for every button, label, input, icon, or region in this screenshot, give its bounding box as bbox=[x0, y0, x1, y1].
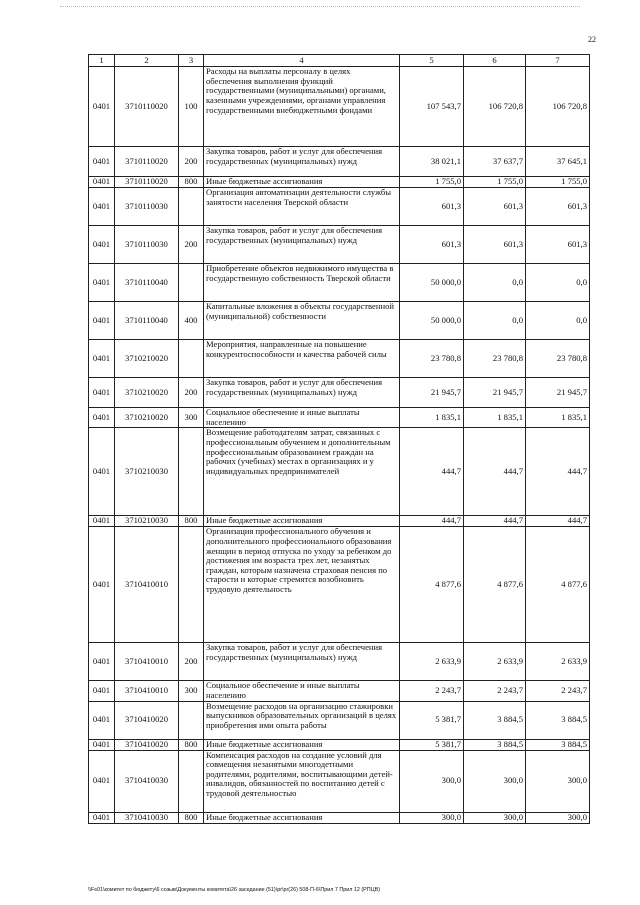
description-cell: Капитальные вложения в объекты государственной (муниципальной) собственности bbox=[204, 302, 400, 340]
expense-type-cell bbox=[179, 750, 204, 812]
table-row bbox=[89, 408, 590, 428]
page-number: 22 bbox=[588, 35, 596, 44]
amount-year3-cell: 3 884,5 bbox=[526, 739, 590, 750]
amount-year2-cell: 300,0 bbox=[464, 750, 526, 812]
description-cell: Социальное обеспечение и иные выплаты населению bbox=[204, 408, 400, 428]
amount-year1-cell: 1 835,1 bbox=[400, 408, 464, 428]
section-code-cell: 0401 bbox=[89, 340, 115, 378]
section-code-cell: 0401 bbox=[89, 428, 115, 516]
section-code-cell: 0401 bbox=[89, 177, 115, 188]
budget-table bbox=[88, 54, 590, 824]
section-code-cell: 0401 bbox=[89, 264, 115, 302]
table-row bbox=[89, 812, 590, 823]
scan-top-border bbox=[60, 6, 580, 7]
description-cell: Иные бюджетные ассигнования bbox=[204, 177, 400, 188]
amount-year3-cell: 0,0 bbox=[526, 302, 590, 340]
amount-year3-cell: 4 877,6 bbox=[526, 527, 590, 643]
description-cell: Организация профессионального обучения и дополнительного профессионального образования женщин в период отпуска по уходу за ребенком до достижения им возраста трех лет, незанятых граждан, которым назначена страховая пенсия по старости и которые стремятся возобновить трудовую деятельность bbox=[204, 527, 400, 643]
amount-year3-cell: 23 780,8 bbox=[526, 340, 590, 378]
amount-year3-cell: 2 243,7 bbox=[526, 681, 590, 701]
amount-year1-cell: 21 945,7 bbox=[400, 378, 464, 408]
amount-year1-cell: 601,3 bbox=[400, 188, 464, 226]
amount-year3-cell: 106 720,8 bbox=[526, 67, 590, 147]
table-row bbox=[89, 302, 590, 340]
table-row bbox=[89, 643, 590, 681]
target-code-cell: 3710110020 bbox=[115, 67, 179, 147]
amount-year3-cell: 300,0 bbox=[526, 812, 590, 823]
amount-year3-cell: 1 835,1 bbox=[526, 408, 590, 428]
description-cell: Иные бюджетные ассигнования bbox=[204, 812, 400, 823]
amount-year2-cell: 3 884,5 bbox=[464, 701, 526, 739]
section-code-cell: 0401 bbox=[89, 750, 115, 812]
header-cell: 2 bbox=[115, 55, 179, 67]
table-body bbox=[89, 67, 590, 824]
description-cell: Организация автоматизации деятельности службы занятости населения Тверской области bbox=[204, 188, 400, 226]
amount-year2-cell: 444,7 bbox=[464, 516, 526, 527]
amount-year2-cell: 444,7 bbox=[464, 428, 526, 516]
amount-year1-cell: 5 381,7 bbox=[400, 739, 464, 750]
expense-type-cell bbox=[179, 527, 204, 643]
amount-year3-cell: 0,0 bbox=[526, 264, 590, 302]
header-row bbox=[89, 55, 590, 67]
amount-year2-cell: 601,3 bbox=[464, 226, 526, 264]
amount-year3-cell: 444,7 bbox=[526, 428, 590, 516]
header-cell: 5 bbox=[400, 55, 464, 67]
amount-year1-cell: 444,7 bbox=[400, 516, 464, 527]
target-code-cell: 3710410010 bbox=[115, 527, 179, 643]
amount-year2-cell: 106 720,8 bbox=[464, 67, 526, 147]
amount-year2-cell: 1 835,1 bbox=[464, 408, 526, 428]
expense-type-cell: 200 bbox=[179, 147, 204, 177]
section-code-cell: 0401 bbox=[89, 378, 115, 408]
table-row bbox=[89, 750, 590, 812]
section-code-cell: 0401 bbox=[89, 643, 115, 681]
section-code-cell: 0401 bbox=[89, 147, 115, 177]
section-code-cell: 0401 bbox=[89, 739, 115, 750]
amount-year2-cell: 300,0 bbox=[464, 812, 526, 823]
expense-type-cell: 300 bbox=[179, 408, 204, 428]
header-cell: 6 bbox=[464, 55, 526, 67]
target-code-cell: 3710210020 bbox=[115, 378, 179, 408]
target-code-cell: 3710210030 bbox=[115, 516, 179, 527]
description-cell: Компенсация расходов на создание условий для совмещения незанятыми многодетными родителями, родителями, воспитывающими детей-инвалидов, обязанностей по воспитанию детей с трудовой деятельностью bbox=[204, 750, 400, 812]
section-code-cell: 0401 bbox=[89, 527, 115, 643]
expense-type-cell bbox=[179, 264, 204, 302]
amount-year2-cell: 0,0 bbox=[464, 264, 526, 302]
section-code-cell: 0401 bbox=[89, 408, 115, 428]
description-cell: Иные бюджетные ассигнования bbox=[204, 516, 400, 527]
expense-type-cell: 200 bbox=[179, 643, 204, 681]
target-code-cell: 3710410020 bbox=[115, 739, 179, 750]
table-row bbox=[89, 739, 590, 750]
table-row bbox=[89, 177, 590, 188]
section-code-cell: 0401 bbox=[89, 681, 115, 701]
target-code-cell: 3710110030 bbox=[115, 188, 179, 226]
table-row bbox=[89, 67, 590, 147]
amount-year1-cell: 1 755,0 bbox=[400, 177, 464, 188]
target-code-cell: 3710410030 bbox=[115, 812, 179, 823]
description-cell: Возмещение работодателям затрат, связанных с профессиональным обучением и дополнительным профессиональным образованием граждан на рабочих (учебных) местах в организациях и у индивидуальных предпринимателей bbox=[204, 428, 400, 516]
amount-year2-cell: 21 945,7 bbox=[464, 378, 526, 408]
amount-year1-cell: 107 543,7 bbox=[400, 67, 464, 147]
target-code-cell: 3710110030 bbox=[115, 226, 179, 264]
description-cell: Расходы на выплаты персоналу в целях обеспечения выполнения функций государственными (муниципальными) органами, казенными учреждениями, органами управления государственными внебюджетными фондами bbox=[204, 67, 400, 147]
amount-year3-cell: 300,0 bbox=[526, 750, 590, 812]
amount-year1-cell: 38 021,1 bbox=[400, 147, 464, 177]
description-cell: Закупка товаров, работ и услуг для обеспечения государственных (муниципальных) нужд bbox=[204, 378, 400, 408]
section-code-cell: 0401 bbox=[89, 516, 115, 527]
amount-year1-cell: 2 633,9 bbox=[400, 643, 464, 681]
amount-year3-cell: 2 633,9 bbox=[526, 643, 590, 681]
table-row bbox=[89, 516, 590, 527]
amount-year1-cell: 5 381,7 bbox=[400, 701, 464, 739]
expense-type-cell: 800 bbox=[179, 516, 204, 527]
table-row bbox=[89, 378, 590, 408]
amount-year2-cell: 3 884,5 bbox=[464, 739, 526, 750]
expense-type-cell: 100 bbox=[179, 67, 204, 147]
target-code-cell: 3710410010 bbox=[115, 681, 179, 701]
target-code-cell: 3710410010 bbox=[115, 643, 179, 681]
amount-year3-cell: 37 645,1 bbox=[526, 147, 590, 177]
description-cell: Закупка товаров, работ и услуг для обеспечения государственных (муниципальных) нужд bbox=[204, 147, 400, 177]
table-row bbox=[89, 428, 590, 516]
section-code-cell: 0401 bbox=[89, 226, 115, 264]
amount-year2-cell: 4 877,6 bbox=[464, 527, 526, 643]
expense-type-cell: 400 bbox=[179, 302, 204, 340]
amount-year1-cell: 50 000,0 bbox=[400, 302, 464, 340]
description-cell: Иные бюджетные ассигнования bbox=[204, 739, 400, 750]
amount-year2-cell: 37 637,7 bbox=[464, 147, 526, 177]
table-row bbox=[89, 264, 590, 302]
amount-year1-cell: 601,3 bbox=[400, 226, 464, 264]
expense-type-cell: 800 bbox=[179, 812, 204, 823]
expense-type-cell: 300 bbox=[179, 681, 204, 701]
expense-type-cell bbox=[179, 428, 204, 516]
expense-type-cell: 800 bbox=[179, 739, 204, 750]
description-cell: Приобретение объектов недвижимого имущества в государственную собственность Тверской области bbox=[204, 264, 400, 302]
amount-year1-cell: 23 780,8 bbox=[400, 340, 464, 378]
target-code-cell: 3710410030 bbox=[115, 750, 179, 812]
expense-type-cell: 200 bbox=[179, 378, 204, 408]
table-row bbox=[89, 147, 590, 177]
target-code-cell: 3710210020 bbox=[115, 340, 179, 378]
target-code-cell: 3710110020 bbox=[115, 147, 179, 177]
section-code-cell: 0401 bbox=[89, 67, 115, 147]
target-code-cell: 3710410020 bbox=[115, 701, 179, 739]
description-cell: Мероприятия, направленные на повышение конкурентоспособности и качества рабочей силы bbox=[204, 340, 400, 378]
table-row bbox=[89, 226, 590, 264]
amount-year2-cell: 1 755,0 bbox=[464, 177, 526, 188]
table-row bbox=[89, 681, 590, 701]
table-row bbox=[89, 188, 590, 226]
section-code-cell: 0401 bbox=[89, 188, 115, 226]
target-code-cell: 3710210020 bbox=[115, 408, 179, 428]
amount-year2-cell: 601,3 bbox=[464, 188, 526, 226]
description-cell: Закупка товаров, работ и услуг для обеспечения государственных (муниципальных) нужд bbox=[204, 643, 400, 681]
header-cell: 7 bbox=[526, 55, 590, 67]
description-cell: Возмещение расходов на организацию стажировки выпускников образовательных организаций в целях приобретения ими опыта работы bbox=[204, 701, 400, 739]
amount-year2-cell: 23 780,8 bbox=[464, 340, 526, 378]
table-row bbox=[89, 340, 590, 378]
amount-year2-cell: 2 633,9 bbox=[464, 643, 526, 681]
file-path-footer: \\Fs01\комитет по бюджету\6 созыв\Документы комитета\26 заседание (51)\pr\pr(26) 508-П-6\Прил 7 Прил 12 (РПЦВ) bbox=[88, 887, 381, 893]
amount-year3-cell: 601,3 bbox=[526, 226, 590, 264]
expense-type-cell bbox=[179, 340, 204, 378]
amount-year3-cell: 3 884,5 bbox=[526, 701, 590, 739]
expense-type-cell bbox=[179, 188, 204, 226]
header-cell: 4 bbox=[204, 55, 400, 67]
expense-type-cell bbox=[179, 701, 204, 739]
description-cell: Закупка товаров, работ и услуг для обеспечения государственных (муниципальных) нужд bbox=[204, 226, 400, 264]
table-row bbox=[89, 527, 590, 643]
target-code-cell: 3710110040 bbox=[115, 302, 179, 340]
header-cell: 3 bbox=[179, 55, 204, 67]
amount-year2-cell: 2 243,7 bbox=[464, 681, 526, 701]
amount-year1-cell: 4 877,6 bbox=[400, 527, 464, 643]
amount-year3-cell: 444,7 bbox=[526, 516, 590, 527]
description-cell: Социальное обеспечение и иные выплаты населению bbox=[204, 681, 400, 701]
expense-type-cell: 800 bbox=[179, 177, 204, 188]
header-cell: 1 bbox=[89, 55, 115, 67]
amount-year1-cell: 300,0 bbox=[400, 812, 464, 823]
amount-year1-cell: 2 243,7 bbox=[400, 681, 464, 701]
amount-year1-cell: 50 000,0 bbox=[400, 264, 464, 302]
amount-year3-cell: 1 755,0 bbox=[526, 177, 590, 188]
amount-year3-cell: 21 945,7 bbox=[526, 378, 590, 408]
target-code-cell: 3710110020 bbox=[115, 177, 179, 188]
amount-year1-cell: 444,7 bbox=[400, 428, 464, 516]
section-code-cell: 0401 bbox=[89, 701, 115, 739]
expense-type-cell: 200 bbox=[179, 226, 204, 264]
section-code-cell: 0401 bbox=[89, 302, 115, 340]
amount-year2-cell: 0,0 bbox=[464, 302, 526, 340]
target-code-cell: 3710110040 bbox=[115, 264, 179, 302]
amount-year1-cell: 300,0 bbox=[400, 750, 464, 812]
target-code-cell: 3710210030 bbox=[115, 428, 179, 516]
section-code-cell: 0401 bbox=[89, 812, 115, 823]
table-row bbox=[89, 701, 590, 739]
amount-year3-cell: 601,3 bbox=[526, 188, 590, 226]
